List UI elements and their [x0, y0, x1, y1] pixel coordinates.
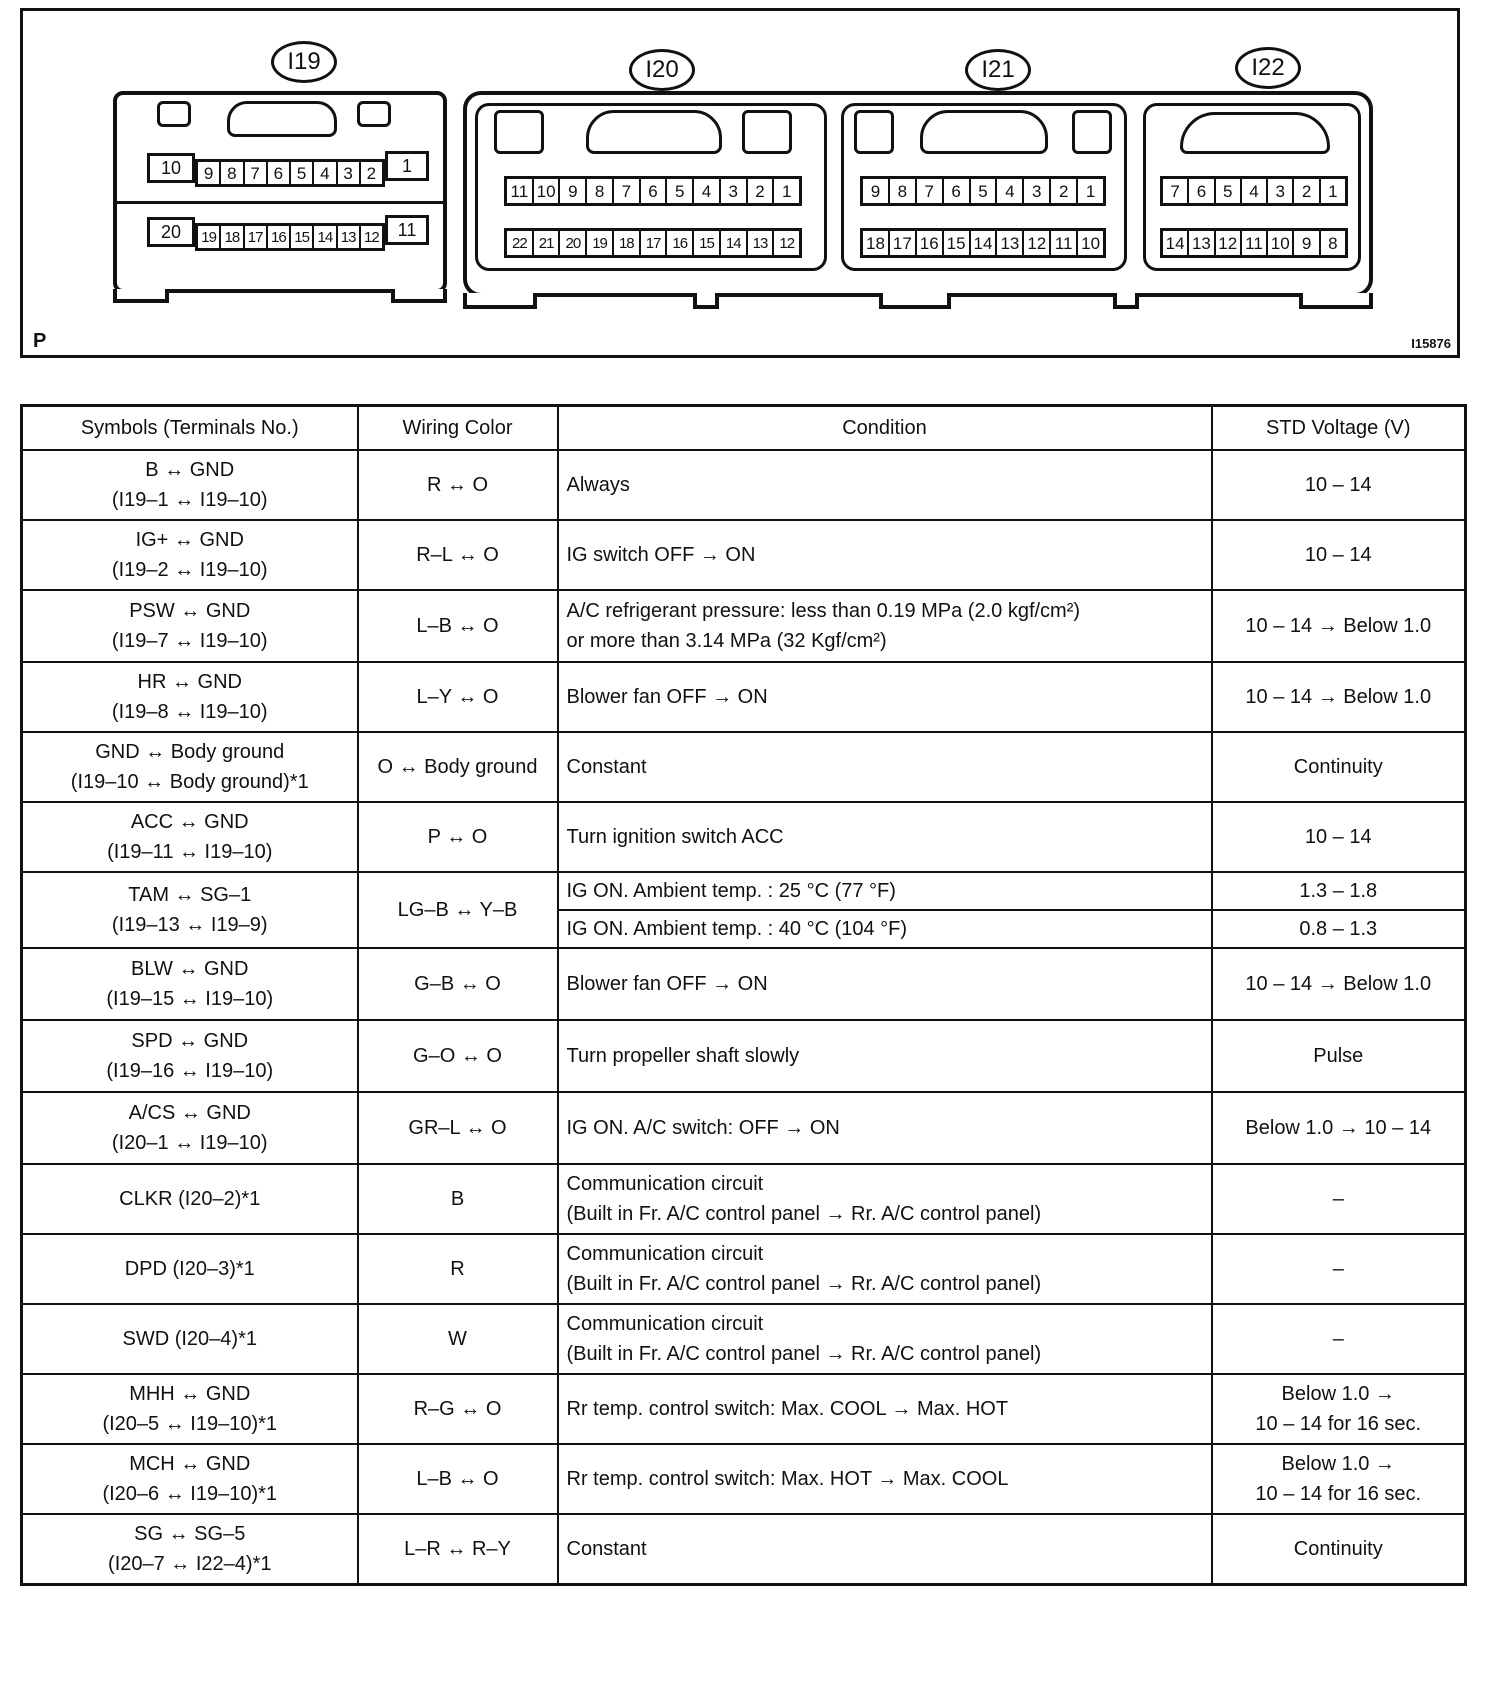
pin-15: 15	[694, 231, 721, 255]
voltage: –	[1332, 1328, 1344, 1350]
connector-foot	[1299, 293, 1373, 309]
pin-12: 12	[1024, 231, 1051, 255]
voltage: 10 – 14 → Below 1.0	[1245, 686, 1432, 708]
pin-7: 7	[614, 179, 641, 203]
table-row	[22, 802, 1466, 872]
pin-4: 4	[694, 179, 721, 203]
symbol: A/CS ↔ GND	[128, 1102, 251, 1124]
pin-21: 21	[534, 231, 561, 255]
pin-17: 17	[641, 231, 668, 255]
pin-2: 2	[748, 179, 775, 203]
symbol-cell	[22, 1514, 358, 1584]
pin-10: 10	[534, 179, 561, 203]
voltage: Below 1.0 →	[1281, 1383, 1395, 1405]
voltage: 10 – 14 → Below 1.0	[1245, 615, 1432, 637]
pin-15: 15	[291, 226, 314, 248]
condition-cell	[558, 1092, 1212, 1164]
latch-icon	[357, 101, 391, 127]
condition: IG ON. A/C switch: OFF → ON	[566, 1117, 840, 1139]
terminals: (I20–6 ↔ I19–10)*1	[102, 1483, 278, 1505]
terminals: (I19–11 ↔ I19–10)	[107, 841, 273, 863]
voltage: 10 – 14	[1304, 544, 1372, 566]
table-row	[22, 520, 1466, 590]
voltage-cell	[1212, 662, 1466, 732]
condition-cell	[558, 1304, 1212, 1374]
voltage: Continuity	[1293, 1537, 1383, 1560]
condition: Always	[566, 474, 630, 496]
header-condition: Condition	[558, 406, 1212, 451]
symbol: IG+ ↔ GND	[135, 529, 244, 551]
condition: Turn propeller shaft slowly	[566, 1045, 800, 1067]
table-row	[22, 590, 1466, 662]
table-row	[22, 1092, 1466, 1164]
connector-foot	[391, 289, 447, 303]
wiring-color-cell: L–R ↔ R–Y	[358, 1514, 558, 1584]
condition: Constant	[566, 1537, 647, 1560]
voltage-cell: 0.8 – 1.3	[1212, 910, 1466, 948]
terminals: (I19–15 ↔ I19–10)	[106, 988, 274, 1010]
pin-16: 16	[667, 231, 694, 255]
voltage-cell	[1212, 802, 1466, 872]
connector-foot	[879, 293, 951, 309]
symbol: HR ↔ GND	[137, 671, 242, 693]
voltage-line-2: 10 – 14 for 16 sec.	[1255, 1413, 1422, 1435]
terminals: (I20–5 ↔ I19–10)*1	[102, 1413, 278, 1435]
pin-4: 4	[997, 179, 1024, 203]
symbol: CLKR (I20–2)*1	[119, 1188, 261, 1210]
symbol: MHH ↔ GND	[129, 1383, 251, 1405]
connector-label-i22: I22	[1235, 47, 1301, 89]
pin-13: 13	[748, 231, 775, 255]
condition: Rr temp. control switch: Max. HOT → Max. COOL	[566, 1468, 1009, 1490]
latch-icon	[1072, 110, 1112, 154]
voltage: –	[1332, 1258, 1344, 1280]
pin-6: 6	[1189, 179, 1215, 203]
condition: A/C refrigerant pressure: less than 0.19 MPa (2.0 kgf/cm²)	[566, 600, 1081, 622]
terminals: (I20–7 ↔ I22–4)*1	[108, 1552, 272, 1575]
condition-cell	[558, 450, 1212, 520]
pin-19: 19	[198, 226, 221, 248]
condition: Turn ignition switch ACC	[566, 826, 784, 848]
pin-10: 10	[1081, 233, 1101, 253]
terminals: (I19–16 ↔ I19–10)	[106, 1060, 274, 1082]
condition: Blower fan OFF → ON	[566, 973, 768, 995]
voltage: 10 – 14	[1304, 826, 1372, 848]
pin-6: 6	[944, 179, 971, 203]
latch-icon	[157, 101, 191, 127]
pin-row-bottom	[860, 228, 1106, 258]
header-symbols: Symbols (Terminals No.)	[22, 406, 358, 451]
voltage-cell	[1212, 1092, 1466, 1164]
table-header-row	[22, 406, 1466, 451]
symbol-cell	[22, 1374, 358, 1444]
symbol: SWD (I20–4)*1	[122, 1328, 257, 1350]
symbol-cell	[22, 1020, 358, 1092]
voltage-cell	[1212, 1304, 1466, 1374]
pin-5: 5	[291, 162, 314, 184]
symbol: DPD (I20–3)*1	[124, 1258, 255, 1280]
pin-row-top	[195, 159, 385, 187]
connector-foot	[693, 293, 719, 309]
pin-row-bottom	[1160, 228, 1348, 258]
pin-5: 5	[971, 179, 998, 203]
pin-6: 6	[268, 162, 291, 184]
condition-cell	[558, 1234, 1212, 1304]
pin-row-top	[504, 176, 802, 206]
pin-3: 3	[338, 162, 361, 184]
condition-cell	[558, 802, 1212, 872]
pin-8: 8	[587, 179, 614, 203]
pin-16: 16	[268, 226, 291, 248]
symbol: SG ↔ SG–5	[134, 1522, 246, 1545]
pin-11: 11	[385, 215, 429, 245]
voltage: 10 – 14	[1304, 474, 1372, 496]
voltage-cell	[1212, 1444, 1466, 1514]
symbol-cell	[22, 948, 358, 1020]
condition-cell	[558, 1374, 1212, 1444]
pin-18: 18	[221, 226, 244, 248]
voltage-cell	[1212, 450, 1466, 520]
pin-row-bottom	[504, 228, 802, 258]
terminals: (I19–10 ↔ Body ground)*1	[70, 771, 309, 793]
pin-2: 2	[1051, 179, 1078, 203]
table-row	[22, 1164, 1466, 1234]
symbol: PSW ↔ GND	[129, 600, 251, 622]
symbol: BLW ↔ GND	[131, 958, 249, 980]
connector-foot	[1113, 293, 1139, 309]
connector-foot	[113, 289, 169, 303]
table-row	[22, 1234, 1466, 1304]
pin-row-top	[860, 176, 1106, 206]
condition: IG switch OFF → ON	[566, 544, 756, 566]
condition-line-2: or more than 3.14 MPa (32 Kgf/cm²)	[566, 630, 887, 652]
symbol-cell	[22, 872, 358, 948]
condition-cell	[558, 948, 1212, 1020]
pin-9: 9	[560, 179, 587, 203]
pin-17: 17	[245, 226, 268, 248]
pin-1: 1	[1085, 181, 1096, 201]
condition-line-2: (Built in Fr. A/C control panel → Rr. A/C control panel)	[566, 1273, 1042, 1295]
table-row	[22, 1374, 1466, 1444]
pin-18: 18	[863, 231, 890, 255]
wiring-color-cell: L–B ↔ O	[358, 1444, 558, 1514]
header-std-voltage: STD Voltage (V)	[1212, 406, 1466, 451]
symbol-cell	[22, 450, 358, 520]
wiring-color-cell: W	[358, 1304, 558, 1374]
condition-cell	[558, 732, 1212, 802]
divider	[117, 201, 443, 204]
table-row	[22, 732, 1466, 802]
condition-line-2: (Built in Fr. A/C control panel → Rr. A/C control panel)	[566, 1343, 1042, 1365]
condition-cell	[558, 1514, 1212, 1584]
pin-row-top	[1160, 176, 1348, 206]
condition-cell	[558, 1164, 1212, 1234]
table-row	[22, 948, 1466, 1020]
pin-6: 6	[641, 179, 668, 203]
pin-11: 11	[1242, 231, 1268, 255]
header-wiring-color: Wiring Color	[358, 406, 558, 451]
pin-5: 5	[667, 179, 694, 203]
wiring-color-cell: R ↔ O	[358, 450, 558, 520]
symbol-cell	[22, 732, 358, 802]
pin-22: 22	[507, 231, 534, 255]
pin-10: 10	[147, 153, 195, 183]
table-row	[22, 1444, 1466, 1514]
condition-cell	[558, 1020, 1212, 1092]
pin-row-bottom	[195, 223, 385, 251]
condition-cell: IG ON. Ambient temp. : 40 °C (104 °F)	[558, 910, 1212, 948]
voltage-cell	[1212, 948, 1466, 1020]
condition-cell	[558, 662, 1212, 732]
pin-1: 1	[385, 151, 429, 181]
wiring-color-cell: LG–B ↔ Y–B	[358, 872, 558, 948]
terminal-spec-table	[20, 404, 1467, 1586]
wiring-color-cell: L–Y ↔ O	[358, 662, 558, 732]
connector-i22	[1143, 103, 1361, 271]
pin-17: 17	[890, 231, 917, 255]
latch-icon	[1180, 112, 1330, 154]
pin-14: 14	[314, 226, 337, 248]
terminals: (I19–2 ↔ I19–10)	[111, 559, 268, 581]
condition-cell	[558, 590, 1212, 662]
connector-foot	[463, 293, 537, 309]
terminals: (I19–8 ↔ I19–10)	[111, 701, 268, 723]
voltage-cell	[1212, 520, 1466, 590]
pin-4: 4	[1242, 179, 1268, 203]
table-row	[22, 1514, 1466, 1584]
wiring-color-cell: L–B ↔ O	[358, 590, 558, 662]
symbol: TAM ↔ SG–1	[128, 884, 252, 906]
voltage-cell	[1212, 1020, 1466, 1092]
latch-icon	[854, 110, 894, 154]
pin-12: 12	[1216, 231, 1242, 255]
pin-11: 11	[507, 179, 534, 203]
pin-9: 9	[863, 179, 890, 203]
pin-4: 4	[314, 162, 337, 184]
voltage: 1.3 – 1.8	[1299, 880, 1378, 902]
table-row	[22, 662, 1466, 732]
condition-cell	[558, 1444, 1212, 1514]
voltage-cell	[1212, 1164, 1466, 1234]
symbol-cell	[22, 1234, 358, 1304]
wiring-color-cell: O ↔ Body ground	[358, 732, 558, 802]
condition: Rr temp. control switch: Max. COOL → Max. HOT	[566, 1398, 1009, 1420]
pin-15: 15	[944, 231, 971, 255]
condition: Constant	[566, 756, 647, 778]
symbol: ACC ↔ GND	[130, 811, 249, 833]
voltage: Continuity	[1293, 756, 1383, 778]
connector-label-i20: I20	[629, 49, 695, 91]
pin-12: 12	[364, 228, 379, 246]
terminals: (I19–13 ↔ I19–9)	[111, 914, 268, 936]
voltage: –	[1332, 1188, 1344, 1210]
pin-12: 12	[779, 234, 795, 252]
pin-9: 9	[1294, 231, 1320, 255]
pin-11: 11	[1051, 231, 1078, 255]
symbol: MCH ↔ GND	[129, 1453, 251, 1475]
pin-5: 5	[1216, 179, 1242, 203]
voltage: 10 – 14 → Below 1.0	[1245, 973, 1432, 995]
wiring-color-cell: B	[358, 1164, 558, 1234]
pin-8: 8	[890, 179, 917, 203]
connector-diagram	[20, 8, 1460, 358]
voltage: Pulse	[1313, 1045, 1364, 1067]
condition-cell	[558, 872, 1212, 910]
pin-7: 7	[245, 162, 268, 184]
symbol: GND ↔ Body ground	[95, 741, 285, 763]
pin-16: 16	[917, 231, 944, 255]
wiring-color-cell: G–O ↔ O	[358, 1020, 558, 1092]
pin-2: 2	[366, 163, 377, 183]
symbol-cell	[22, 590, 358, 662]
wiring-color-cell: R–G ↔ O	[358, 1374, 558, 1444]
latch-icon	[742, 110, 792, 154]
terminals: (I20–1 ↔ I19–10)	[111, 1132, 268, 1154]
connector-i19	[113, 91, 447, 293]
condition: Communication circuit	[566, 1243, 764, 1265]
pin-3: 3	[1024, 179, 1051, 203]
pin-13: 13	[997, 231, 1024, 255]
voltage: Below 1.0 → 10 – 14	[1245, 1117, 1432, 1139]
wiring-color-cell: GR–L ↔ O	[358, 1092, 558, 1164]
condition-cell	[558, 520, 1212, 590]
condition: Blower fan OFF → ON	[566, 686, 768, 708]
symbol: SPD ↔ GND	[131, 1030, 249, 1052]
table-row	[22, 1304, 1466, 1374]
condition: Communication circuit	[566, 1313, 764, 1335]
latch-icon	[920, 110, 1048, 154]
pin-19: 19	[587, 231, 614, 255]
pin-3: 3	[721, 179, 748, 203]
pin-1: 1	[781, 181, 792, 201]
voltage-cell	[1212, 872, 1466, 910]
symbol-cell	[22, 802, 358, 872]
table-row	[22, 1020, 1466, 1092]
condition: Communication circuit	[566, 1173, 764, 1195]
connector-i20	[475, 103, 827, 271]
pin-10: 10	[1268, 231, 1294, 255]
pin-20: 20	[560, 231, 587, 255]
pin-9: 9	[198, 162, 221, 184]
pin-3: 3	[1268, 179, 1294, 203]
wiring-color-cell: P ↔ O	[358, 802, 558, 872]
voltage: Below 1.0 →	[1281, 1453, 1395, 1475]
symbol-cell	[22, 662, 358, 732]
pin-1: 1	[1328, 181, 1338, 201]
voltage-cell	[1212, 590, 1466, 662]
pin-14: 14	[721, 231, 748, 255]
voltage-cell	[1212, 1374, 1466, 1444]
condition: IG ON. Ambient temp. : 25 °C (77 °F)	[566, 880, 896, 902]
pin-8: 8	[221, 162, 244, 184]
symbol: B ↔ GND	[145, 459, 235, 481]
pin-13: 13	[1189, 231, 1215, 255]
voltage-cell	[1212, 1234, 1466, 1304]
wiring-color-cell: G–B ↔ O	[358, 948, 558, 1020]
pin-14: 14	[1163, 231, 1189, 255]
voltage-line-2: 10 – 14 for 16 sec.	[1255, 1483, 1422, 1505]
figure-number: I15876	[1411, 336, 1451, 351]
pin-7: 7	[917, 179, 944, 203]
symbol-cell	[22, 520, 358, 590]
symbol-cell	[22, 1164, 358, 1234]
pin-2: 2	[1294, 179, 1320, 203]
latch-icon	[494, 110, 544, 154]
wiring-color-cell: R	[358, 1234, 558, 1304]
symbol-cell	[22, 1444, 358, 1514]
table-row	[22, 872, 1466, 910]
pin-7: 7	[1163, 179, 1189, 203]
corner-letter: P	[33, 330, 47, 352]
pin-18: 18	[614, 231, 641, 255]
connector-i21	[841, 103, 1127, 271]
connector-label-i21: I21	[965, 49, 1031, 91]
terminals: (I19–1 ↔ I19–10)	[111, 489, 268, 511]
symbol-cell	[22, 1304, 358, 1374]
condition-line-2: (Built in Fr. A/C control panel → Rr. A/C control panel)	[566, 1203, 1042, 1225]
voltage-cell	[1212, 1514, 1466, 1584]
table-row	[22, 450, 1466, 520]
connector-label-i19: I19	[271, 41, 337, 83]
wiring-color-cell: R–L ↔ O	[358, 520, 558, 590]
pin-20: 20	[147, 217, 195, 247]
latch-icon	[586, 110, 722, 154]
terminals: (I19–7 ↔ I19–10)	[111, 630, 268, 652]
pin-8: 8	[1328, 233, 1338, 253]
symbol-cell	[22, 1092, 358, 1164]
latch-icon	[227, 101, 337, 137]
pin-13: 13	[338, 226, 361, 248]
pin-14: 14	[971, 231, 998, 255]
voltage-cell	[1212, 732, 1466, 802]
